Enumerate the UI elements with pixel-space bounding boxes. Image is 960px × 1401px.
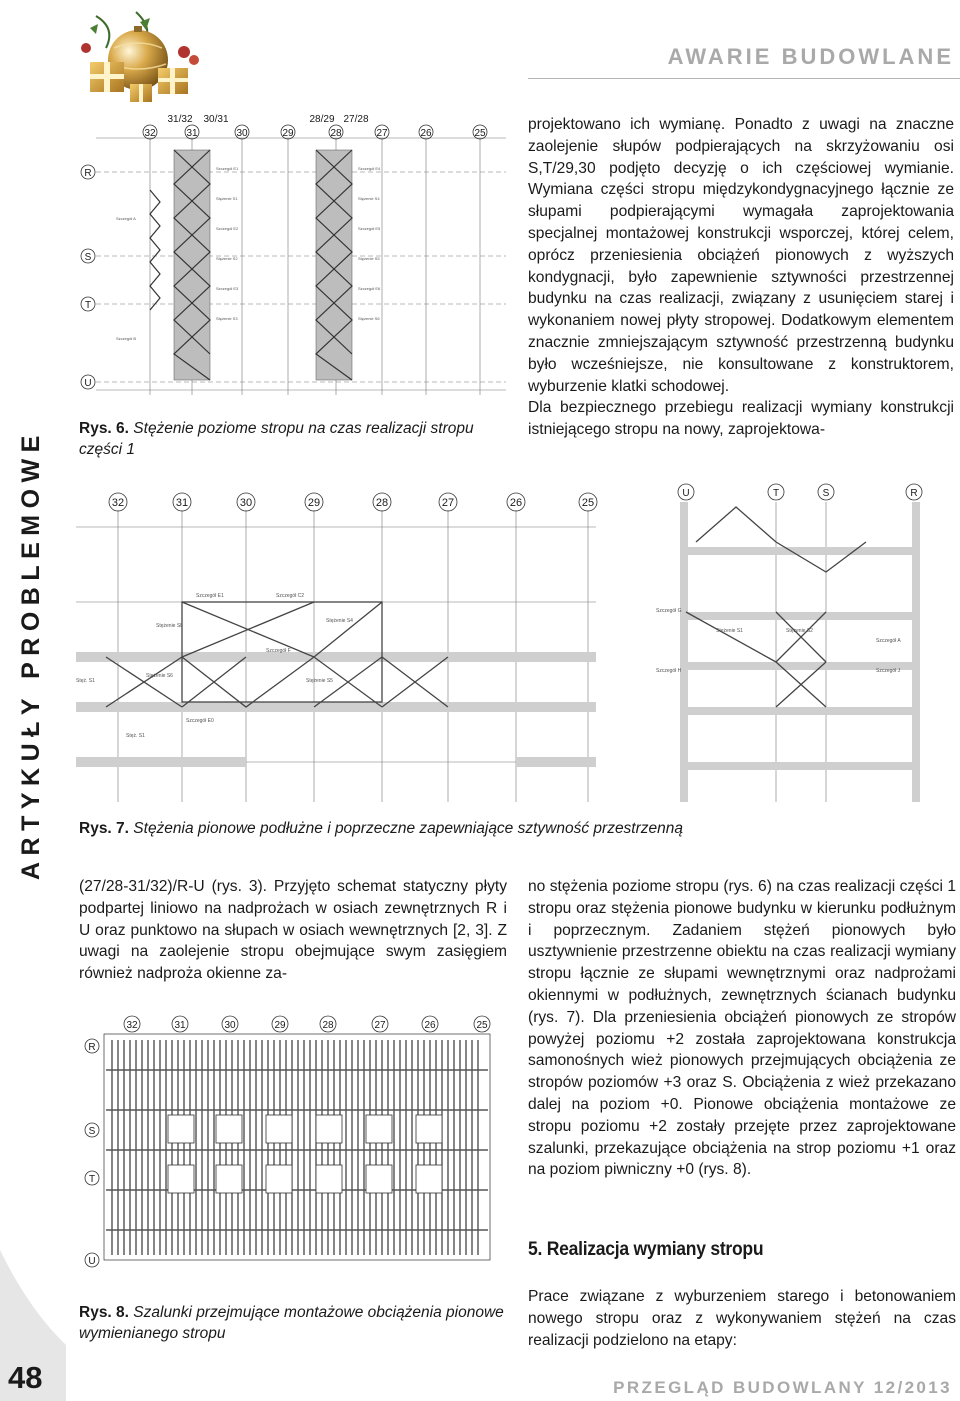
figure-7-svg: [76, 482, 956, 802]
fig6-axis-pair-1: 31/32: [167, 114, 193, 125]
paragraph-right-top-2: Dla bezpiecznego przebiegu realizacji wymiany konstrukcji istniejącego stropu na nowy, zaprojektowa-: [528, 399, 954, 439]
fig8-axis-31: 31: [174, 1020, 186, 1031]
text-column-right-middle: [528, 876, 956, 1181]
svg-text:Szczegół E1: Szczegół E1: [216, 166, 239, 171]
figure-6-label: Rys. 6.: [79, 420, 129, 437]
fig6-axis-t: T: [84, 300, 92, 311]
fig6-axis-25: 25: [474, 128, 486, 139]
section-header-title: AWARIE BUDOWLANE: [667, 44, 954, 69]
fig6-axis-26: 26: [420, 128, 432, 139]
svg-text:Szczegół J: Szczegół J: [876, 668, 901, 674]
section-heading: 5. Realizacja wymiany stropu: [528, 1238, 764, 1260]
fig7-axis-32: 32: [111, 497, 125, 509]
figure-6-svg: [76, 110, 510, 410]
svg-text:Szczegół E3: Szczegół E3: [216, 286, 239, 291]
svg-text:Stęż. S1: Stęż. S1: [76, 678, 95, 684]
figure-8-caption-text: Szalunki przejmujące montażowe obciążenia pionowe wymienianego stropu: [79, 1304, 504, 1342]
journal-footer-title: PRZEGLĄD BUDOWLANY 12/2013: [613, 1378, 952, 1397]
fig8-axis-28: 28: [322, 1020, 334, 1031]
side-vertical-title: ARTYKUŁY PROBLEMOWE: [17, 429, 45, 880]
fig6-axis-pair-2: 30/31: [203, 114, 229, 125]
fig7-axis-25: 25: [581, 497, 595, 509]
fig8-axis-29: 29: [274, 1020, 286, 1031]
svg-text:Stężenie S4: Stężenie S4: [358, 196, 380, 201]
svg-text:Stężenie S5: Stężenie S5: [306, 678, 333, 684]
svg-text:Szczegół E6: Szczegół E6: [358, 286, 381, 291]
figure-8-svg: [76, 1010, 510, 1272]
svg-text:Stęż. S1: Stęż. S1: [126, 733, 145, 739]
svg-text:Szczegół A: Szczegół A: [116, 216, 136, 221]
fig6-axis-27: 27: [376, 128, 388, 139]
svg-text:Stężenie S1: Stężenie S1: [716, 628, 743, 634]
fig6-axis-pair-3: 28/29: [309, 114, 335, 125]
paragraph-right-top-1: projektowano ich wymianę. Ponadto z uwagi na znaczne zaolejenie słupów podpierających na skrzyżowaniu osi S,T/29,30 podjęto decyzję o ich częściowej wymianie. Wymiana części stropu międzykondygnacyjnego łącznie ze słupami podpierającymi wymagała zaprojektowania specjalnej montażowej konstrukcji wsporczej, której celem, oprócz przeniesienia obciążeń pionowych z wyższych kondygnacji, było zapewnienie sztywności przestrzennej budynku na czas realizacji, związany z usunięciem starej i wykonaniem nowej płyty stropowej. Dodatkowym elementem znacznie zmniejszającym sztywność przestrzenną budynku było wcześniejsze, nie konsultowane z konstruktorem, wyburzenie klatki schodowej.: [528, 116, 954, 395]
paragraph-right-middle: no stężenia poziome stropu (rys. 6) na czas realizacji części 1 stropu oraz stężenia pionowe budynku w kierunku podłużnym i poprzecznym. Zadaniem stężeń pionowych było usztywnienie przestrzenne obiektu na czas realizacji wymiany stropu łącznie ze słupami wewnętrznymi oraz nadprożami okiennymi w podłużnych, zewnętrznych ścianach budynku (rys. 7). Dla przeniesienia obciążeń pionowych ze stropów powyżej poziomu +2 została zaprojektowana konstrukcja samonośnych wież pionowych przejmujących obciążenia ze stropów poziomów +3 oraz S. Obciążenia z wież przekazano dalej na poziom +0. Pionowe obciążenia montażowe ze stropu poziomu +2 zostały przejęte przez zaprojektowane szalunki, przekazujące obciążenia na strop poziomu +1 oraz na poziom piwniczny +0 (rys. 8).: [528, 878, 956, 1179]
figure-7-caption-text: Stężenia pionowe podłużne i poprzeczne zapewniające sztywność przestrzenną: [133, 820, 684, 837]
svg-text:Stężenie S1: Stężenie S1: [216, 196, 238, 201]
figure-8-drawing: [76, 1010, 510, 1272]
fig7-axis-31: 31: [175, 497, 189, 509]
figure-7-label: Rys. 7.: [79, 820, 129, 837]
fig7-axis-28: 28: [375, 497, 389, 509]
fig7-axis-s: S: [822, 488, 830, 499]
svg-text:Szczegół A: Szczegół A: [876, 638, 901, 644]
christmas-ornament-image: [76, 8, 206, 108]
svg-text:Szczegół E1: Szczegół E1: [196, 593, 224, 599]
svg-text:Stężenie S6: Stężenie S6: [146, 673, 173, 679]
svg-text:Szczegół C2: Szczegół C2: [276, 593, 305, 599]
fig8-axis-27: 27: [374, 1020, 386, 1031]
fig6-axis-30: 30: [236, 128, 248, 139]
header-divider: [528, 78, 960, 79]
fig6-axis-u: U: [84, 378, 92, 389]
figure-8-label: Rys. 8.: [79, 1304, 129, 1321]
svg-text:Szczegół F: Szczegół F: [266, 648, 291, 654]
fig6-axis-28: 28: [330, 128, 342, 139]
fig6-axis-r: R: [84, 168, 92, 179]
svg-text:Stężenie S8: Stężenie S8: [156, 623, 183, 629]
svg-text:Stężenie S5: Stężenie S5: [358, 256, 380, 261]
page-number: 48: [8, 1360, 43, 1395]
svg-text:Stężenie S3: Stężenie S3: [216, 316, 238, 321]
figure-7-caption: [79, 818, 939, 839]
side-band: [0, 0, 66, 1401]
fig7-axis-29: 29: [307, 497, 321, 509]
fig7-axis-30: 30: [239, 497, 253, 509]
fig8-axis-25: 25: [476, 1020, 488, 1031]
fig6-axis-32: 32: [144, 128, 156, 139]
fig6-axis-31: 31: [186, 128, 198, 139]
fig8-axis-32: 32: [126, 1020, 138, 1031]
svg-text:Stężenie S6: Stężenie S6: [358, 316, 380, 321]
figure-6-caption: [79, 418, 504, 460]
svg-text:Szczegół E0: Szczegół E0: [186, 718, 214, 724]
fig7-axis-r: R: [910, 488, 918, 499]
svg-text:Szczegół E5: Szczegół E5: [358, 226, 381, 231]
fig7-axis-t: T: [772, 488, 780, 499]
fig8-axis-u: U: [88, 1256, 96, 1267]
fig8-axis-r: R: [88, 1042, 96, 1053]
svg-text:Stężenie S4: Stężenie S4: [326, 618, 353, 624]
svg-text:Szczegół E4: Szczegół E4: [358, 166, 381, 171]
svg-text:Szczegół E2: Szczegół E2: [216, 226, 239, 231]
fig7-axis-26: 26: [509, 497, 523, 509]
fig6-axis-29: 29: [282, 128, 294, 139]
paragraph-left-middle: (27/28-31/32)/R-U (rys. 3). Przyjęto schemat statyczny płyty podpartej liniowo na nadprożach w osiach zewnętrznych R i U oraz punktowo na słupach w osiach wewnętrznych [2, 3]. Z uwagi na zaolejenie stropu obejmujące swym zasięgiem również nadproża okienne za-: [79, 878, 507, 983]
text-column-left-middle: [79, 876, 507, 985]
svg-text:Szczegół B: Szczegół B: [116, 336, 137, 341]
paragraph-right-bottom: Prace związane z wyburzeniem starego i betonowaniem nowego stropu oraz z wykonywaniem stężeń na czas realizacji podzielono na etapy:: [528, 1288, 956, 1349]
figure-6-drawing: [76, 110, 510, 410]
fig6-axis-s: S: [84, 252, 92, 263]
svg-text:Szczegół H: Szczegół H: [656, 668, 682, 674]
fig6-axis-pair-4: 27/28: [343, 114, 369, 125]
text-column-right-top: [528, 114, 954, 441]
fig8-axis-26: 26: [424, 1020, 436, 1031]
fig7-axis-27: 27: [441, 497, 455, 509]
fig8-axis-30: 30: [224, 1020, 236, 1031]
fig7-axis-u: U: [682, 488, 690, 499]
figure-8-caption: [79, 1302, 509, 1344]
fig8-axis-s: S: [88, 1126, 96, 1137]
text-column-right-bottom: [528, 1286, 956, 1351]
svg-text:Stężenie S2: Stężenie S2: [786, 628, 813, 634]
svg-text:Stężenie S2: Stężenie S2: [216, 256, 238, 261]
fig8-axis-t: T: [88, 1174, 96, 1185]
figure-7-drawing: [76, 482, 956, 802]
figure-6-caption-text: Stężenie poziome stropu na czas realizacji stropu części 1: [79, 420, 474, 458]
svg-text:Szczegół G: Szczegół G: [656, 608, 682, 614]
